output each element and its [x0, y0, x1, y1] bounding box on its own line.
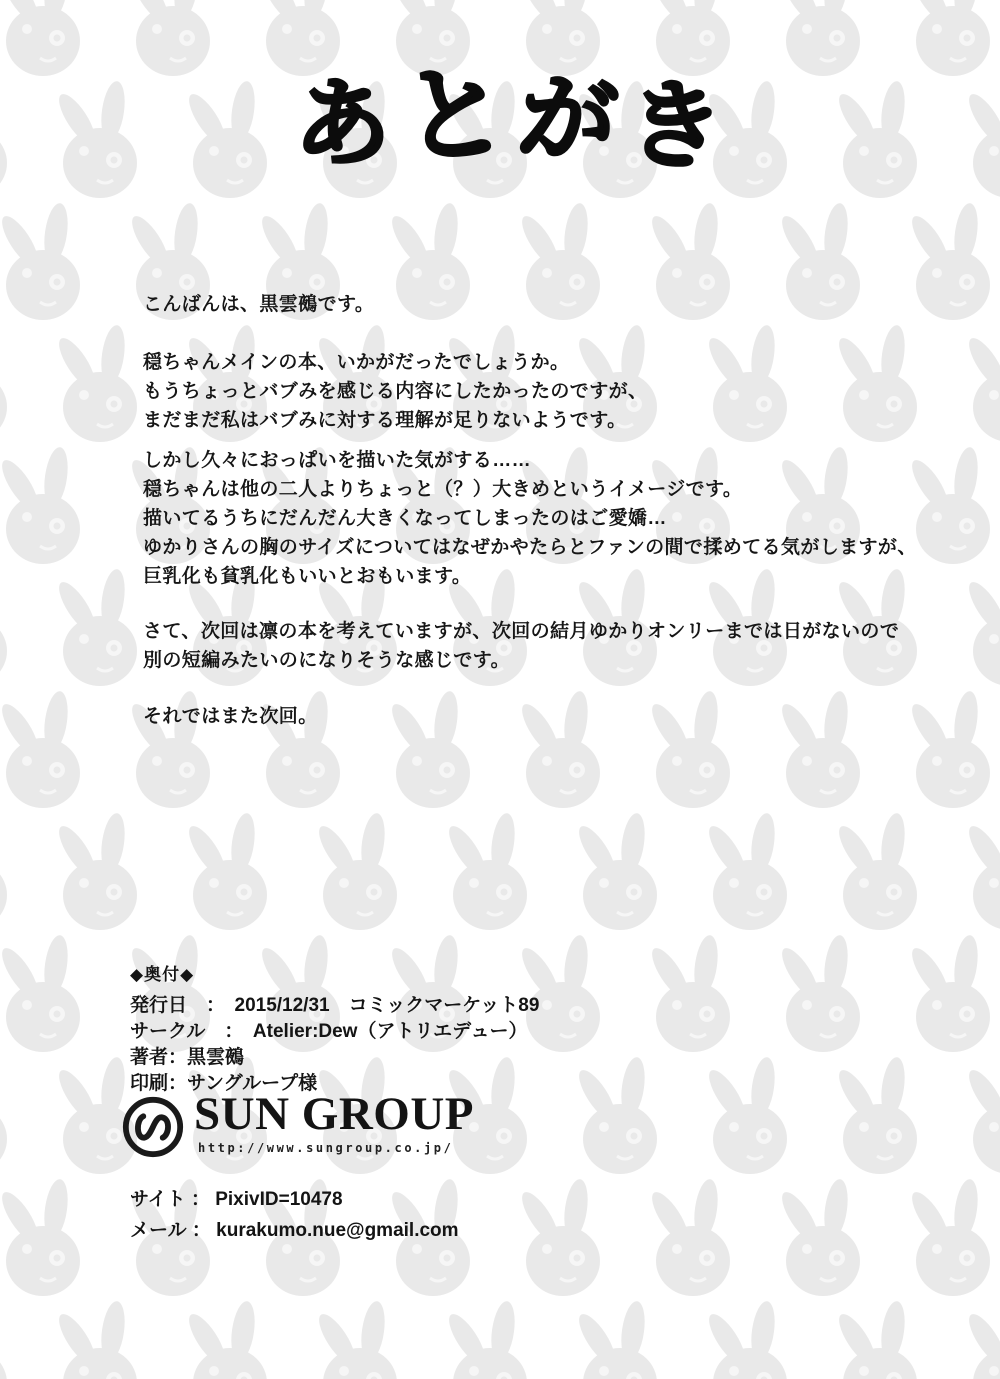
text-line: 穏ちゃんメインの本、いかがだったでしょうか。 — [143, 352, 570, 373]
text-line: ゆかりさんの胸のサイズについてはなぜかやたらとファンの間で揉めてる気がしますが、 — [143, 537, 917, 558]
page-title — [291, 50, 728, 186]
colophon-author: 著者：黒雲鵺 — [130, 1047, 245, 1068]
text-line: まだまだ私はバブみに対する理解が足りないようです。 — [143, 410, 627, 431]
paragraph — [143, 702, 917, 731]
title-char: と — [398, 50, 512, 180]
sun-group-logo-icon — [120, 1094, 186, 1160]
title-char: き — [623, 66, 728, 186]
text-line: 穏ちゃんは他の二人よりちょっと（？）大きめというイメージです。 — [143, 479, 743, 500]
colophon — [130, 960, 539, 1097]
colophon-circle: サークル ： Atelier:Dew（アトリエデュー） — [130, 1021, 528, 1042]
printer-name: SUN GROUP — [194, 1088, 474, 1140]
text-line: 巨乳化も貧乳化もいいとおもいます。 — [143, 566, 472, 587]
title-char: あ — [291, 64, 396, 184]
contact-info — [130, 1184, 459, 1246]
title-char: が — [513, 58, 623, 182]
colophon-printer: 印刷：サングループ様 — [130, 1073, 318, 1094]
text-line: さて、次回は凛の本を考えていますが、次回の結月ゆかりオンリーまでは日がないので — [143, 621, 900, 642]
paragraph — [143, 290, 917, 319]
printer-logo-text — [194, 1088, 474, 1155]
text-line: こんばんは、黒雲鵺です。 — [143, 294, 375, 315]
paragraph — [143, 348, 917, 435]
colophon-publish-date: 発行日 ： 2015/12/31 コミックマーケット89 — [130, 995, 540, 1016]
text-line: 描いてるうちにだんだん大きくなってしまったのはご愛嬌… — [143, 508, 667, 529]
contact-email: メール ： kurakumo.nue@gmail.com — [130, 1220, 459, 1241]
paragraph — [143, 446, 917, 591]
text-line: それではまた次回。 — [143, 706, 318, 727]
colophon-heading: ◆奥付◆ — [130, 965, 195, 984]
paragraph — [143, 617, 917, 675]
printer-url: http://www.sungroup.co.jp/ — [198, 1141, 454, 1155]
text-line: 別の短編みたいのになりそうな感じです。 — [143, 650, 511, 671]
afterword-text — [143, 290, 917, 731]
text-line: もうちょっとバブみを感じる内容にしたかったのですが、 — [143, 381, 648, 402]
printer-logo — [120, 1088, 474, 1160]
text-line: しかし久々におっぱいを描いた気がする…… — [143, 450, 532, 471]
contact-site: サイト ： PixivID=10478 — [130, 1189, 343, 1210]
